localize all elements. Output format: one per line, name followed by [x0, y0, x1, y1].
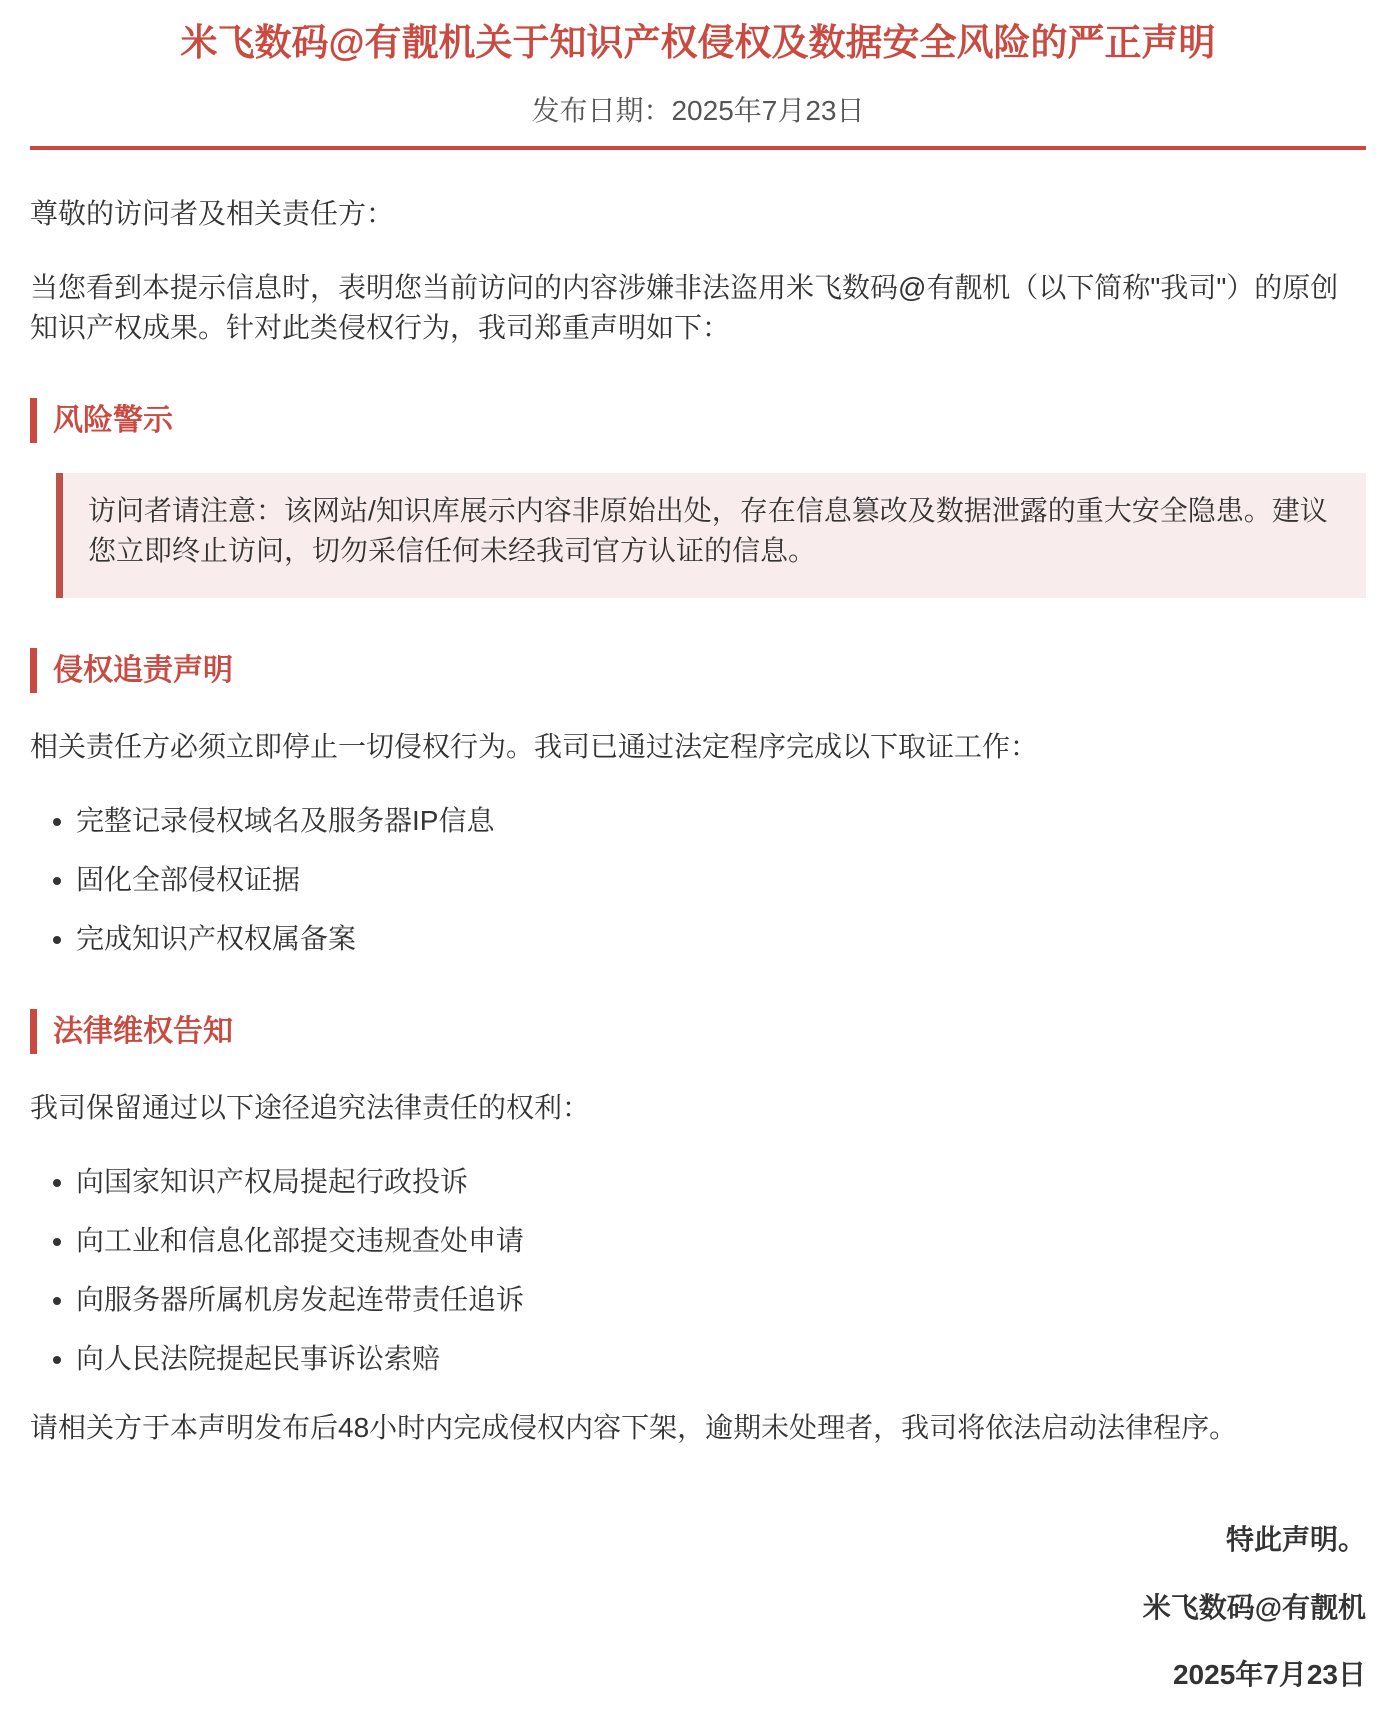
- risk-alert-box: [56, 473, 1366, 598]
- page-title: 米飞数码@有靓机关于知识产权侵权及数据安全风险的严正声明: [180, 22, 1216, 63]
- closing-paragraph: 请相关方于本声明发布后48小时内完成侵权内容下架，逾期未处理者，我司将依法启动法律程序。: [30, 1412, 1238, 1444]
- section-heading-liability: 侵权追责声明: [30, 648, 1366, 693]
- section-heading-risk: 风险警示: [30, 398, 1366, 443]
- list-item: • 向服务器所属机房发起连带责任追诉: [76, 1280, 1366, 1319]
- legal-actions-list: [30, 1162, 1366, 1379]
- title-divider: [30, 146, 1366, 150]
- list-item: • 完整记录侵权域名及服务器IP信息: [76, 801, 1366, 840]
- list-item: • 向国家知识产权局提起行政投诉: [76, 1162, 1366, 1201]
- intro-paragraph: 当您看到本提示信息时，表明您当前访问的内容涉嫌非法盗用米飞数码@有靓机（以下简称"我司"）的原创知识产权成果。针对此类侵权行为，我司郑重声明如下：: [30, 271, 1339, 343]
- liability-intro: 相关责任方必须立即停止一切侵权行为。我司已通过法定程序完成以下取证工作：: [30, 731, 1039, 763]
- signature-block: [30, 1520, 1366, 1694]
- signature-date: 2025年7月23日: [1172, 1658, 1366, 1690]
- list-item: • 向工业和信息化部提交违规查处申请: [76, 1221, 1366, 1260]
- section-heading-legal: 法律维权告知: [30, 1009, 1366, 1054]
- risk-alert-text: 访问者请注意：该网站/知识库展示内容非原始出处，存在信息篡改及数据泄露的重大安全隐患。建议您立即终止访问，切勿采信任何未经我司官方认证的信息。: [88, 494, 1328, 567]
- list-item: • 向人民法院提起民事诉讼索赔: [76, 1339, 1366, 1378]
- legal-intro: 我司保留通过以下途径追究法律责任的权利：: [30, 1091, 591, 1123]
- list-item: • 完成知识产权权属备案: [76, 919, 1366, 958]
- greeting-line: 尊敬的访问者及相关责任方：: [30, 197, 395, 229]
- evidence-list: [30, 801, 1366, 959]
- signature-statement: 特此声明。: [1225, 1524, 1366, 1556]
- publish-date: 发布日期：2025年7月23日: [531, 94, 865, 126]
- signature-company: 米飞数码@有靓机: [1142, 1591, 1366, 1623]
- list-item: • 固化全部侵权证据: [76, 860, 1366, 899]
